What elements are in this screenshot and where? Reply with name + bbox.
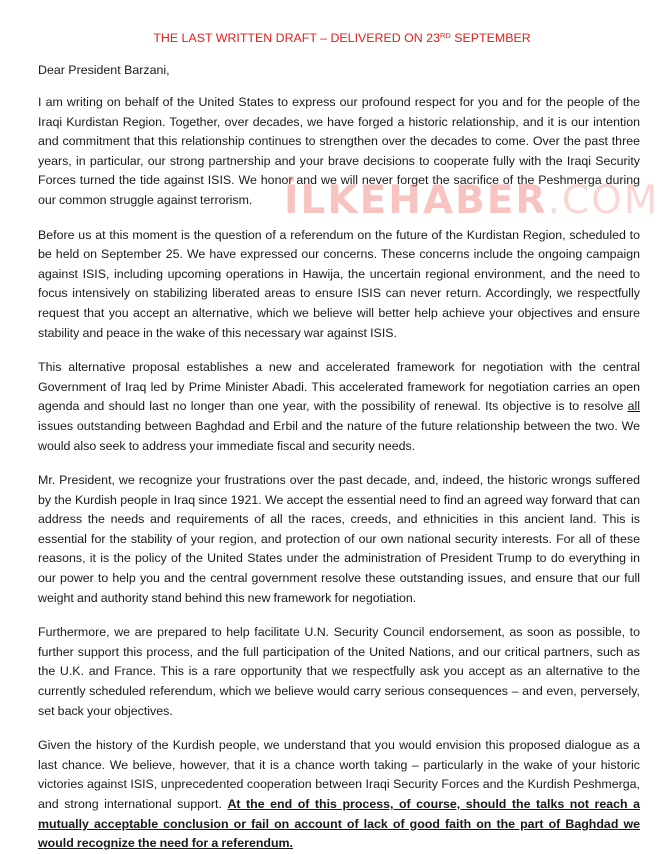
paragraph-6 xyxy=(38,736,640,854)
paragraph-3 xyxy=(38,358,640,456)
paragraph-6-text: Given the history of the Kurdish people, we understand that you would envision this proposed dialogue as a last chance. We believe, however, that it is a chance worth taking – particularly in the wake of your historic victories against ISIS, unprecedented cooperation between Iraqi Security Forces and the Kurdish Peshmerga, and strong international support. xyxy=(38,738,640,811)
watermark-suffix: .COM xyxy=(547,178,660,223)
paragraph-1: I am writing on behalf of the United States to express our profound respect for you and for the people of the Iraqi Kurdistan Region. Together, over decades, we have forged a historic relationship, and it is our intention and commitment that this relationship continues to strengthen over the decades to come. Over the past three years, in particular, our strong partnership and your brave decisions to cooperate fully with the Iraqi Security Forces turned the tide against ISIS. We honor and we will never forget the sacrifice of the Peshmerga during our common struggle against terrorism. xyxy=(38,95,640,207)
title-text: THE LAST WRITTEN DRAFT – DELIVERED ON 23 xyxy=(153,31,440,45)
underlined-word-all: all xyxy=(627,399,640,414)
paragraph-3-text-end: issues outstanding between Baghdad and Erbil and the nature of the future relationship between the two. We would also seek to address your immediate fiscal and security needs. xyxy=(38,418,640,453)
paragraph-3-text: This alternative proposal establishes a new and accelerated framework for negotiation with the central Government of Iraq led by Prime Minister Abadi. This accelerated framework for negotiation carries an open agenda and should last no longer than one year, with the possibility of renewal. Its objective is to resolve xyxy=(38,360,640,414)
bold-underlined-conclusion: At the end of this process, of course, should the talks not reach a mutually acceptable conclusion or fail on account of lack of good faith on the part of Baghdad we would recognize the need for a referendum. xyxy=(38,797,640,851)
watermark-brand: İLKEHABER xyxy=(284,178,548,223)
salutation: Dear President Barzani, xyxy=(38,63,170,77)
paragraph-4: Mr. President, we recognize your frustrations over the past decade, and, indeed, the historic wrongs suffered by the Kurdish people in Iraq since 1921. We accept the essential need to find an agreed way forward that can address the needs and requirements of all the races, creeds, and ethnicities in this ancient land. This is essential for the stability of your region, and protection of our own national security interests. For all of these reasons, it is the policy of the United States under the administration of President Trump to do everything in our power to help you and the central government resolve these outstanding issues, and ensure that our full weight and authority stand behind this new framework for negotiation. xyxy=(38,473,640,605)
document-title xyxy=(38,30,640,46)
paragraph-2: Before us at this moment is the question of a referendum on the future of the Kurdistan Region, scheduled to be held on September 25. We have expressed our concerns. These concerns include the ongoing campaign against ISIS, including upcoming operations in Hawija, the uncertain regional environment, and the need to focus intensively on stabilizing liberated areas to ensure ISIS can never return. Accordingly, we respectfully request that you accept an alternative, which we believe will better help achieve your objectives and ensure stability and peace in the wake of this necessary war against ISIS. xyxy=(38,227,640,340)
paragraph-5: Furthermore, we are prepared to help facilitate U.N. Security Council endorsement, as soon as possible, to further support this process, and the full participation of the United Nations, and our critical partners, such as the U.K. and France. This is a rare opportunity that we respectfully ask you accept as an alternative to the currently scheduled referendum, which we believe would carry serious consequences – and even, perversely, set back your objectives. xyxy=(38,625,640,718)
title-text-end: SEPTEMBER xyxy=(450,31,531,45)
title-superscript: RD xyxy=(439,31,451,40)
